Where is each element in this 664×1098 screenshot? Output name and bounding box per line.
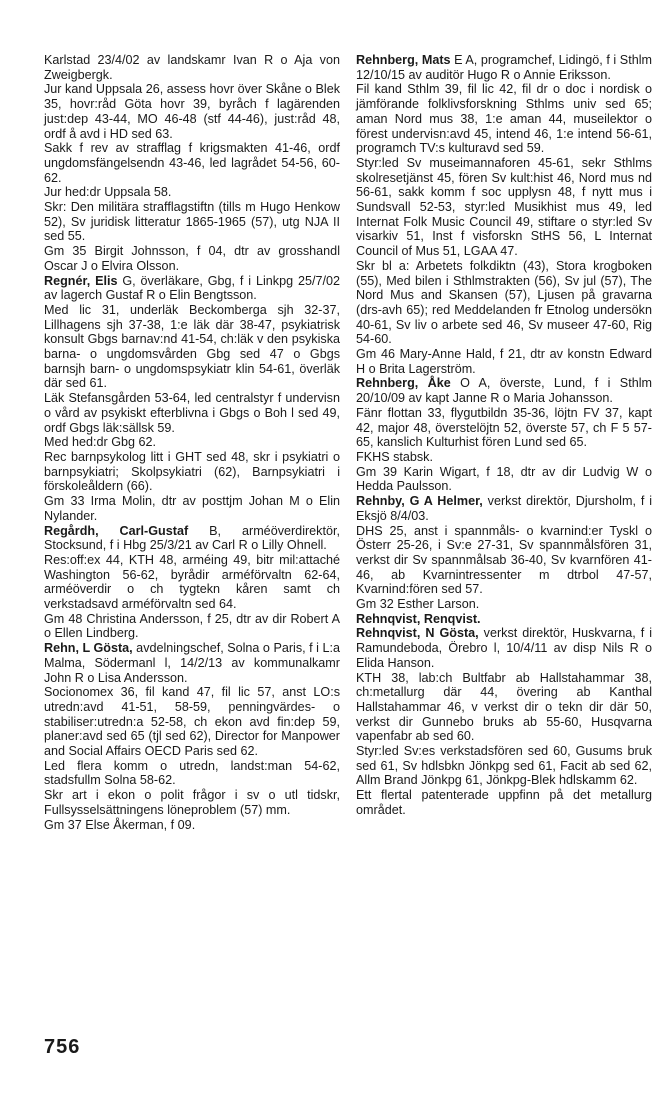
- biography-paragraph: [356, 347, 652, 376]
- entry-text: B, arméöverdirektör, Stocksund, f i Hbg 25/3/21 av Carl R o Lilly Ohnell.: [44, 523, 340, 553]
- entry-text: Läk Stefansgården 53-64, led centralstyr f undervisn o vård av psykiskt efterblivna i Gbgs o Boh l sed 49, ordf Gbgs läk:sällsk 59.: [44, 391, 340, 435]
- biography-paragraph: [356, 524, 652, 598]
- biography-paragraph: [44, 788, 340, 817]
- entry-text: DHS 25, anst i spannmåls- o kvarnind:er Tyskl o Österr 25-26, i Sv:e 27-31, Sv spannmålsfören 31, verkst dir Sv spannmålsab 36-40, Sv kvarnfören 41-46, ab Kvarnintressenter m dtrbol 47-57, Kvarnind:fören sed 57.: [356, 523, 652, 597]
- entry-text: Socionomex 36, fil kand 47, fil lic 57, anst LO:s utredn:avd 41-51, 58-59, penningvärdes- o stabiliser:utredn:a 52-58, ch ekon avd fin:dep 59, planer:avd sed 65 (tjl sed 62), Director for Manpower and Social Affairs OECD Paris sed 62.: [44, 685, 340, 759]
- biography-paragraph: [44, 53, 340, 82]
- biography-entry-heading: [356, 626, 652, 670]
- biography-entry-heading: [356, 53, 652, 82]
- entry-text: verkst direktör, Huskvarna, f i Ramundeboda, Örebro l, 10/4/11 av disp Nils R o Elida Hanson.: [356, 626, 652, 670]
- entry-text: Gm 33 Irma Molin, dtr av posttjm Johan M o Elin Nylander.: [44, 494, 340, 523]
- entry-text: Sakk f rev av strafflag f krigsmakten 41-46, ordf ungdomsfängelsendn 43-46, led lagrådet 54-56, 60-62.: [44, 141, 340, 185]
- biography-paragraph: [44, 82, 340, 141]
- biography-entry-heading: [44, 641, 340, 685]
- right-column: [356, 53, 652, 818]
- biography-paragraph: [356, 156, 652, 259]
- person-name: Rehn, L Gösta,: [44, 641, 133, 656]
- person-name: Regnér, Elis: [44, 273, 118, 288]
- entry-text: Gm 35 Birgit Johnsson, f 04, dtr av grosshandl Oscar J o Elvira Olsson.: [44, 244, 340, 273]
- entry-text: Skr art i ekon o polit frågor i sv o utl tidskr, Fullsysselsättningens löneproblem (57) mm.: [44, 788, 340, 817]
- entry-text: FKHS stabsk.: [356, 449, 433, 464]
- biography-paragraph: [44, 612, 340, 641]
- biography-paragraph: [356, 788, 652, 817]
- biography-paragraph: [44, 553, 340, 612]
- person-name: Rehnqvist, Renqvist.: [356, 611, 481, 626]
- biography-entry-heading: [44, 524, 340, 553]
- biography-paragraph: [356, 406, 652, 450]
- entry-text: Jur kand Uppsala 26, assess hovr över Skåne o Blek 35, hovr:råd Göta hovr 39, byråch f lagärenden just:dep 43-44, MO 46-48 (stf 44-46), just:råd 48, ordf å avd i HD sed 63.: [44, 82, 340, 141]
- entry-text: Gm 32 Esther Larson.: [356, 597, 480, 612]
- biography-paragraph: [44, 141, 340, 185]
- person-name: Rehnby, G A Helmer,: [356, 494, 483, 509]
- page-number: 756: [44, 1036, 81, 1058]
- biography-entry-heading: [356, 612, 652, 627]
- entry-text: Gm 37 Else Åkerman, f 09.: [44, 817, 196, 832]
- entry-text: KTH 38, lab:ch Bultfabr ab Hallstahammar 38, ch:metallurg där 44, övering ab Kanthal Hallstahammar 46, v verkst dir o tekn dir där 50, verkst dir Gunnebo bruks ab 55-60, Husqvarna vapenfabr ab sed 60.: [356, 670, 652, 744]
- entry-text: Gm 39 Karin Wigart, f 18, dtr av dir Ludvig W o Hedda Paulsson.: [356, 464, 652, 494]
- biography-entry-heading: [356, 376, 652, 405]
- entry-text: E A, programchef, Lidingö, f i Sthlm 12/10/15 av auditör Hugo R o Annie Eriksson.: [356, 53, 652, 82]
- person-name: Rehnqvist, N Gösta,: [356, 626, 479, 641]
- entry-text: Styr:led Sv museimannaforen 45-61, sekr Sthlms skolresetjänst 45, fören Sv kult:hist 46, Nord mus nd 56-61, sakk komm f soc upplysn 48, f nytt mus i Sundsvall 52-53, styr:led Musikhist mus 49, led Internat Folk Music Council 49, stiftare o styr:led Sv visarkiv 51, Inst f visforskn StHS 56, L Internat Council of Mus 51, LGAA 47.: [356, 155, 652, 259]
- entry-text: Rec barnpsykolog litt i GHT sed 48, skr i psykiatri o barnpsykiatri; Skolpsykiatri (62), Barnpsykiatri i förskoleåldern (66).: [44, 449, 340, 494]
- biography-paragraph: [44, 494, 340, 523]
- biography-paragraph: [44, 685, 340, 759]
- entry-text: avdelningschef, Solna o Paris, f i L:a Malma, Södermanl l, 14/2/13 av kommunalkamr John R o Lisa Andersson.: [44, 641, 340, 685]
- biography-entry-heading: [44, 274, 340, 303]
- entry-text: Styr:led Sv:es verkstadsfören sed 60, Gusums bruk sed 61, Sv hdlsbkn Jönkpg sed 61, Facit ab sed 62, Allm Brand Jönkpg 61, Jönkpg-Blek hdlskamm 62.: [356, 744, 652, 788]
- biography-paragraph: [356, 671, 652, 745]
- biography-paragraph: [44, 818, 340, 833]
- entry-text: Jur hed:dr Uppsala 58.: [44, 185, 172, 200]
- entry-text: Fänr flottan 33, flygutbildn 35-36, löjtn FV 37, kapt 42, major 48, överstelöjtn 52, överste 57, ch F 5 57-65, kanslich Kulturhist fören Lund sed 65.: [356, 405, 652, 450]
- entry-text: O A, överste, Lund, f i Sthlm 20/10/09 av kapt Janne R o Maria Johansson.: [356, 376, 652, 406]
- biography-paragraph: [44, 185, 340, 200]
- biography-paragraph: [356, 82, 652, 156]
- biography-paragraph: [356, 450, 652, 465]
- entry-text: Skr: Den militära strafflagstiftn (tills m Hugo Henkow 52), Sv juridisk litteratur 1865-1965 (57), utg NJA II sed 55.: [44, 200, 340, 244]
- person-name: Regårdh, Carl-Gustaf: [44, 523, 189, 538]
- entry-text: Med hed:dr Gbg 62.: [44, 435, 157, 450]
- entry-text: Gm 46 Mary-Anne Hald, f 21, dtr av konstn Edward H o Brita Lagerström.: [356, 347, 652, 376]
- entry-text: Ett flertal patenterade uppfinn på det metallurg området.: [356, 788, 652, 817]
- person-name: Rehnberg, Mats: [356, 53, 451, 67]
- biography-paragraph: [356, 744, 652, 788]
- entry-text: Led flera komm o utredn, landst:man 54-62, stadsfullm Solna 58-62.: [44, 758, 340, 788]
- biography-paragraph: [44, 435, 340, 450]
- biography-paragraph: [356, 597, 652, 612]
- biography-paragraph: [44, 200, 340, 244]
- left-column: [44, 53, 340, 832]
- entry-text: verkst direktör, Djursholm, f i Eksjö 8/4/03.: [356, 494, 652, 523]
- entry-text: G, överläkare, Gbg, f i Linkpg 25/7/02 av lagerch Gustaf R o Elin Bengtsson.: [44, 273, 340, 303]
- biography-paragraph: [44, 391, 340, 435]
- biography-paragraph: [356, 465, 652, 494]
- entry-text: Karlstad 23/4/02 av landskamr Ivan R o Aja von Zweigbergk.: [44, 53, 340, 82]
- biography-paragraph: [44, 303, 340, 391]
- biography-entry-heading: [356, 494, 652, 523]
- person-name: Rehnberg, Åke: [356, 376, 451, 391]
- entry-text: Skr bl a: Arbetets folkdiktn (43), Stora krogboken (55), Med bilen i Sthlmstrakten (56), Sv jul (57), The Nord Mus and Skansen (57), Ljusen på gravarna (drs-avh 65); red Meddelanden fr Etnolog undersökn 40-61, Sv liv o arbete sed 46, Sv museer 47-60, Rig 54-60.: [356, 258, 652, 347]
- entry-text: Med lic 31, underläk Beckomberga sjh 32-37, Lillhagens sjh 37-38, 1:e läk där 38-47, psykiatrisk konsult Gbgs barnav:nd 41-54, ch:läk v den psykiska barna- o ungdomsvården Gbg sed 47 o Gbgs barnsjh barn- o ungdomspsykiatr klin 54-61, överläk där sed 61.: [44, 302, 340, 391]
- entry-text: Res:off:ex 44, KTH 48, arméing 49, bitr mil:attaché Washington 56-62, byrådir arméförvaltn 62-64, arméöverdir o ch tygtekn kåren samt ch verkstadsavd arméförvaltn sed 64.: [44, 552, 340, 612]
- entry-text: Gm 48 Christina Andersson, f 25, dtr av dir Robert A o Ellen Lindberg.: [44, 611, 340, 641]
- biography-paragraph: [44, 450, 340, 494]
- entry-text: Fil kand Sthlm 39, fil lic 42, fil dr o doc i nordisk o jämförande folklivsforskning Sthlms univ sed 65; aman Nord mus 38, 1:e aman 44, museilektor o förest undervisn:avd 45, intend 46, 1:e intend 56-61, programch TV:s kulturavd sed 59.: [356, 82, 652, 156]
- biography-paragraph: [356, 259, 652, 347]
- biography-paragraph: [44, 244, 340, 273]
- biography-paragraph: [44, 759, 340, 788]
